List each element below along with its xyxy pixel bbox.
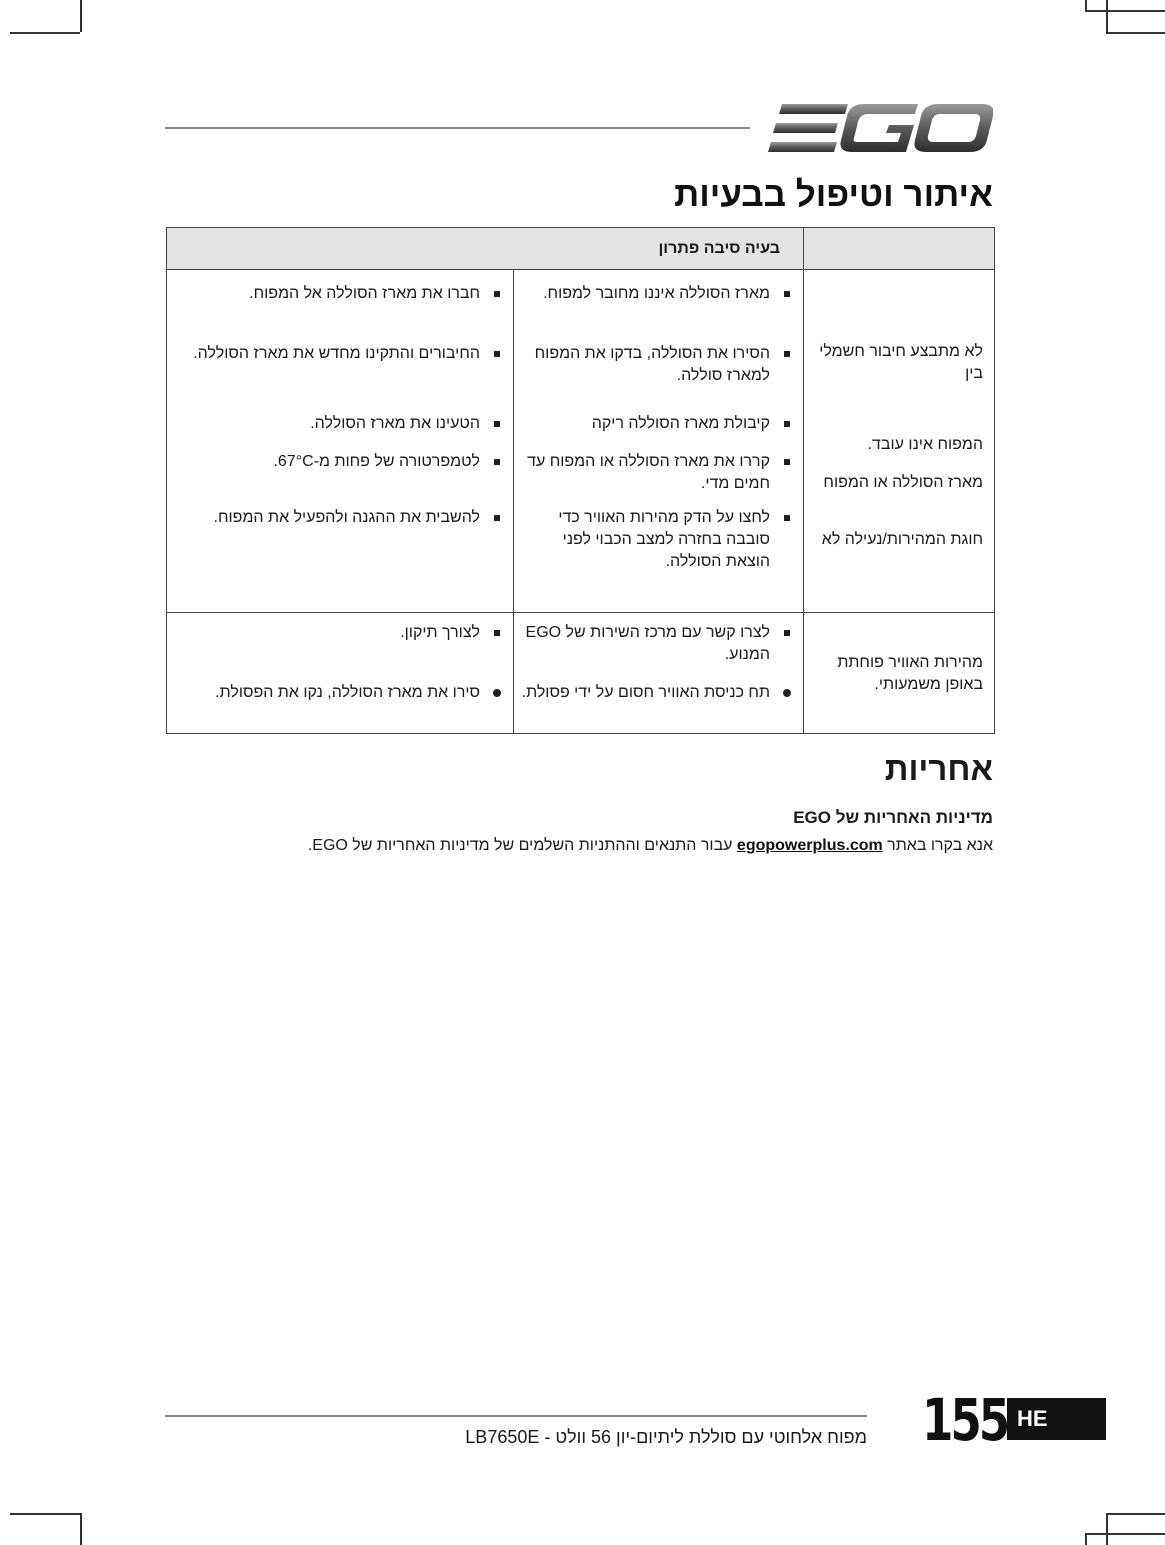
table-header-row: [167, 228, 995, 270]
crop-mark: [1085, 1533, 1165, 1535]
list-item: [515, 507, 802, 577]
bullet-icon: [494, 421, 500, 427]
list-item: [515, 622, 802, 682]
warranty-link[interactable]: egopowerplus.com: [736, 837, 883, 854]
problem-text: לא מתבצע חיבור חשמלי בין: [819, 343, 984, 382]
problem-cell: [804, 270, 995, 613]
solution-text: הטעינו את מארז הסוללה.: [310, 415, 481, 432]
list-item: [168, 451, 512, 507]
crop-mark: [1106, 1513, 1108, 1545]
bullet-icon: [494, 515, 500, 521]
solution-text: החיבורים והתקינו מחדש את מארז הסוללה.: [193, 345, 481, 362]
header-cause-solution: [167, 228, 804, 270]
list-item: [168, 682, 512, 732]
bullet-icon: [493, 689, 501, 697]
bullet-icon: [784, 421, 790, 427]
bullet-icon: [784, 630, 790, 636]
solution-text: לטמפרטורה של פחות מ-67°C.: [273, 453, 481, 470]
solution-text: להשבית את ההגנה ולהפעיל את המפוח.: [213, 509, 481, 526]
troubleshooting-table: [166, 227, 995, 734]
footer-text: מפוח אלחוטי עם סוללת ליתיום-יון 56 וולט - LB7650E: [465, 1427, 867, 1447]
problem-cell: [804, 613, 995, 734]
list-item: [168, 413, 512, 451]
troubleshooting-title: איתור וטיפול בבעיות: [674, 175, 993, 214]
warranty-text-after: עבור התנאים וההתניות השלמים של מדיניות האחריות של EGO.: [307, 837, 733, 854]
crop-mark: [1106, 0, 1108, 32]
crop-mark: [80, 0, 82, 32]
crop-mark: [10, 32, 80, 34]
solution-cell: [167, 613, 514, 734]
list-item: [515, 413, 802, 451]
warranty-paragraph: [193, 835, 993, 857]
table-row: [167, 613, 995, 734]
bullet-icon: [494, 630, 500, 636]
cause-cell: [514, 270, 804, 613]
warranty-text-before: אנא בקרו באתר: [887, 837, 993, 854]
bullet-icon: [494, 291, 500, 297]
list-item: [515, 682, 802, 732]
language-badge: HE: [1007, 1398, 1106, 1440]
list-item: [168, 622, 512, 682]
footer-rule: [165, 1415, 867, 1417]
solution-cell: [167, 270, 514, 613]
cause-text: לצרו קשר עם מרכז השירות של EGO המנוע.: [525, 624, 771, 663]
bullet-icon: [784, 291, 790, 297]
problem-text: המפוח אינו עובד.: [867, 436, 984, 453]
list-item: [168, 507, 512, 577]
cause-cell: [514, 613, 804, 734]
crop-mark: [1106, 32, 1165, 34]
bullet-icon: [494, 351, 500, 357]
solution-text: לצורך תיקון.: [400, 624, 481, 641]
crop-mark: [1085, 0, 1087, 10]
cause-text: תח כניסת האוויר חסום על ידי פסולת.: [521, 684, 771, 701]
cause-text: קררו את מארז הסוללה או המפוח עד חמים מדי.: [527, 453, 771, 492]
crop-mark: [1085, 10, 1165, 12]
warranty-title: אחריות: [884, 750, 993, 787]
problem-text: חוגת המהירות/נעילה לא: [821, 531, 984, 548]
problem-text: מארז הסוללה או המפוח: [823, 474, 984, 491]
warranty-subtitle: מדיניות האחריות של EGO: [793, 808, 993, 827]
solution-text: חברו את מארז הסוללה אל המפוח.: [249, 285, 481, 302]
header-label: בעיה סיבה פתרון: [658, 240, 781, 257]
header-rule: [165, 127, 750, 129]
cause-text: לחצו על הדק מהירות האוויר כדי סובבה בחזרה למצב הכבוי לפני הוצאת הסוללה.: [558, 509, 771, 570]
list-item: [168, 343, 512, 413]
bullet-icon: [784, 459, 790, 465]
list-item: [168, 283, 512, 331]
crop-mark: [1106, 1513, 1165, 1515]
table-row: [167, 270, 995, 613]
list-item: [515, 343, 802, 413]
cause-text: מארז הסוללה איננו מחובר למפוח.: [543, 285, 771, 302]
cause-text: קיבולת מארז הסוללה ריקה: [591, 415, 771, 432]
solution-text: סירו את מארז הסוללה, נקו את הפסולת.: [215, 684, 481, 701]
page-number: 155: [922, 1386, 1008, 1454]
bullet-icon: [784, 351, 790, 357]
cause-text: הסירו את הסוללה, בדקו את המפוח למארז סוללה.: [534, 345, 771, 384]
list-item: [515, 451, 802, 507]
problem-text: מהירות האוויר פוחתת באופן משמעותי.: [837, 654, 984, 693]
crop-mark: [10, 1513, 80, 1515]
bullet-icon: [784, 515, 790, 521]
ego-logo: [768, 100, 993, 156]
bullet-icon: [494, 459, 500, 465]
crop-mark: [80, 1513, 82, 1545]
crop-mark: [1085, 1533, 1087, 1545]
header-problem: [804, 228, 995, 270]
list-item: [515, 283, 802, 331]
bullet-icon: [783, 689, 791, 697]
